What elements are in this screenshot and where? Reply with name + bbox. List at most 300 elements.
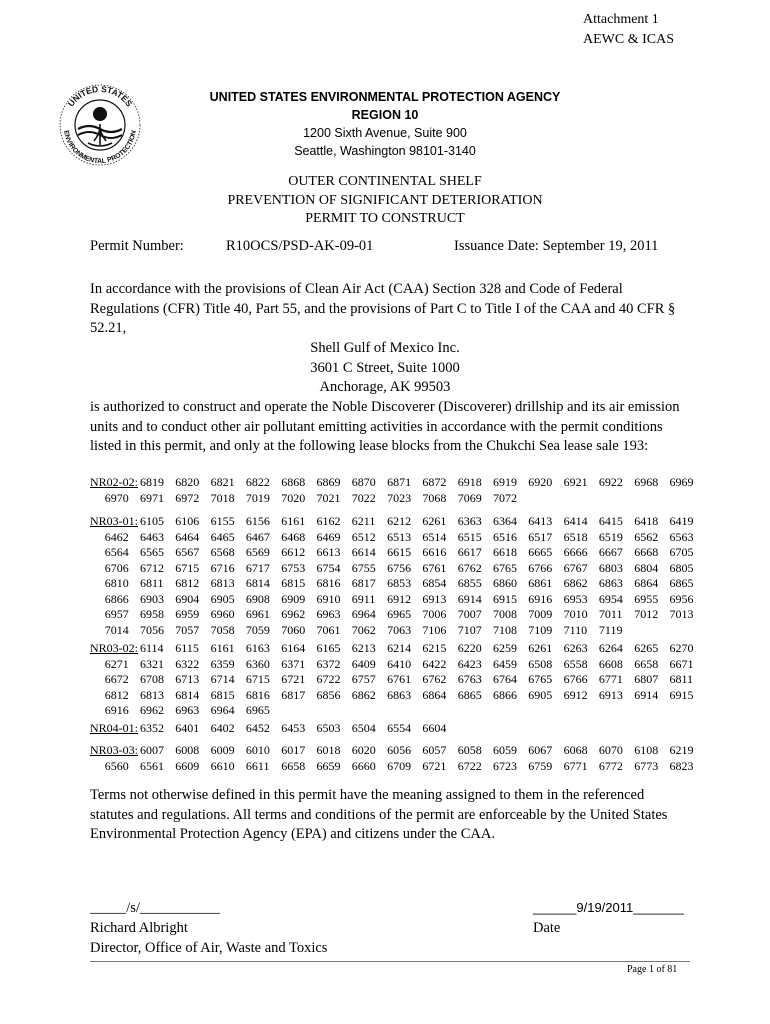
lease-block-number: 7056 bbox=[140, 622, 164, 637]
lease-block-number: 6773 bbox=[634, 758, 659, 773]
lease-block-number: 6469 bbox=[316, 529, 341, 544]
lease-block-number: 6162 bbox=[316, 514, 341, 528]
lease-block-number: 6771 bbox=[598, 672, 623, 686]
lease-block-number: 6419 bbox=[669, 514, 694, 528]
lease-block-number: 6914 bbox=[457, 591, 482, 606]
lease-block-number: 6866 bbox=[493, 687, 517, 702]
lease-block-number: 6757 bbox=[351, 672, 376, 686]
lease-block-number: 6156 bbox=[245, 514, 270, 528]
lease-block-number: 6763 bbox=[457, 672, 482, 686]
lease-block-number: 6008 bbox=[175, 743, 200, 757]
lease-block-number: 6853 bbox=[387, 576, 412, 590]
lease-block-number: 6905 bbox=[210, 591, 235, 606]
lease-block-number: 6822 bbox=[245, 475, 270, 489]
lease-block-number: 6464 bbox=[175, 529, 200, 544]
lease-block-number: 6905 bbox=[528, 687, 553, 702]
lease-block-number: 6007 bbox=[140, 743, 164, 757]
lease-block-number: 6866 bbox=[104, 591, 129, 606]
company-street: 3601 C Street, Suite 1000 bbox=[310, 359, 460, 376]
lease-block-number: 6761 bbox=[422, 560, 447, 575]
lease-block-number: 6423 bbox=[457, 656, 482, 671]
lease-block-number: 6918 bbox=[457, 475, 482, 489]
lease-block-number: 6754 bbox=[316, 560, 341, 575]
lease-block-number: 7011 bbox=[598, 607, 623, 621]
lease-block-number: 6817 bbox=[281, 687, 306, 702]
lease-block-number: 6956 bbox=[669, 591, 694, 606]
lease-block-row bbox=[90, 687, 694, 704]
lease-block-number: 6010 bbox=[245, 743, 270, 757]
lease-block-number: 6911 bbox=[351, 591, 376, 606]
lease-block-group bbox=[90, 743, 694, 774]
lease-block-number: 6709 bbox=[387, 758, 412, 773]
lease-block-number: 6910 bbox=[316, 591, 341, 606]
lease-block-number: 6755 bbox=[351, 560, 376, 575]
lease-block-number: 6863 bbox=[598, 576, 623, 590]
lease-block-number: 6667 bbox=[598, 545, 623, 559]
permit-number: R10OCS/PSD-AK-09-01 bbox=[226, 238, 374, 254]
lease-block-number: 6814 bbox=[175, 687, 200, 702]
lease-block-number: 6658 bbox=[281, 758, 306, 773]
lease-block-number: 6161 bbox=[210, 641, 235, 655]
lease-block-number: 6863 bbox=[387, 687, 412, 702]
lease-block-number: 6705 bbox=[669, 545, 694, 559]
lease-block-number: 6913 bbox=[598, 687, 623, 702]
lease-block-number: 6823 bbox=[669, 758, 694, 773]
signer-name: Richard Albright bbox=[90, 920, 188, 936]
lease-block-number: 6610 bbox=[210, 758, 235, 773]
lease-block-row bbox=[90, 475, 694, 491]
lease-block-number: 6820 bbox=[175, 475, 200, 489]
lease-block-number: 6468 bbox=[281, 529, 306, 544]
lease-block-row bbox=[90, 607, 694, 623]
lease-block-number: 6953 bbox=[563, 591, 588, 606]
lease-block-number: 7012 bbox=[634, 607, 659, 621]
lease-block-number: 6969 bbox=[669, 475, 694, 489]
attachment-header bbox=[583, 10, 674, 50]
lease-block-number: 6805 bbox=[669, 560, 694, 575]
lease-block-number: 6771 bbox=[563, 758, 588, 773]
lease-block-number: 6068 bbox=[563, 743, 588, 757]
terms-paragraph: Terms not otherwise defined in this permit have the meaning assigned to them in the referenced statutes and regulations. All terms and conditions of the permit are enforceable by the United States Environmental Protection Agency (EPA) and citizens under the CAA. bbox=[90, 787, 668, 842]
lease-block-number: 6753 bbox=[281, 560, 306, 575]
lease-block-number: 6904 bbox=[175, 591, 200, 606]
lease-block-row bbox=[90, 656, 694, 673]
lease-block-number: 6554 bbox=[387, 721, 412, 735]
lease-block-number: 6815 bbox=[281, 576, 306, 590]
lease-block-number: 6772 bbox=[598, 758, 623, 773]
signature-date: ______9/19/2011_______ bbox=[533, 900, 684, 915]
lease-block-number: 6764 bbox=[493, 672, 517, 686]
signature-line: _____/s/___________ bbox=[90, 900, 220, 916]
lease-block-number: 6722 bbox=[316, 672, 341, 686]
lease-block-group bbox=[90, 641, 694, 719]
lease-block-number: 6009 bbox=[210, 743, 235, 757]
lease-block-number: 6410 bbox=[387, 656, 412, 671]
company-address bbox=[0, 339, 770, 398]
lease-area-label: NR02-02: bbox=[90, 475, 138, 489]
lease-block-number: 6212 bbox=[387, 514, 412, 528]
lease-block-number: 6453 bbox=[281, 721, 306, 735]
lease-block-number: 6352 bbox=[140, 721, 164, 735]
agency-name: UNITED STATES ENVIRONMENTAL PROTECTION AGENCY bbox=[209, 90, 561, 104]
lease-block-number: 6958 bbox=[140, 607, 164, 621]
lease-block-number: 6017 bbox=[281, 743, 306, 757]
lease-block-number: 7062 bbox=[351, 622, 376, 637]
lease-block-number: 6213 bbox=[351, 641, 376, 655]
lease-block-number: 6865 bbox=[669, 576, 694, 590]
lease-block-number: 7020 bbox=[281, 490, 306, 505]
lease-block-number: 6565 bbox=[140, 545, 164, 559]
lease-block-number: 6812 bbox=[104, 687, 129, 702]
lease-block-number: 7119 bbox=[598, 622, 623, 637]
lease-block-number: 6871 bbox=[387, 475, 412, 489]
lease-block-number: 6717 bbox=[245, 560, 270, 575]
lease-block-number: 7007 bbox=[457, 607, 482, 621]
lease-block-number: 6715 bbox=[245, 672, 270, 686]
lease-block-row bbox=[90, 591, 694, 608]
lease-block-number: 6018 bbox=[316, 743, 341, 757]
lease-block-number: 6659 bbox=[316, 758, 341, 773]
lease-block-row bbox=[90, 641, 694, 657]
lease-block-number: 6868 bbox=[281, 475, 306, 489]
company-name: Shell Gulf of Mexico Inc. bbox=[310, 340, 460, 356]
lease-block-number: 6968 bbox=[634, 475, 659, 489]
lease-block-number: 6616 bbox=[422, 545, 447, 559]
lease-block-number: 6163 bbox=[245, 641, 270, 655]
lease-block-row bbox=[90, 703, 690, 719]
lease-block-row bbox=[90, 514, 694, 530]
lease-block-number: 6665 bbox=[528, 545, 553, 559]
attachment-subtitle: AEWC & ICAS bbox=[583, 32, 674, 47]
lease-block-number: 6915 bbox=[669, 687, 694, 702]
intro-paragraph: In accordance with the provisions of Clean Air Act (CAA) Section 328 and Code of Federal Regulations (CFR) Title 40, Part 55, and the provisions of Part C to Title I of the CAA and 40 CFR § 52.21, bbox=[90, 281, 676, 336]
lease-block-number: 6811 bbox=[140, 576, 164, 590]
lease-block-number: 6562 bbox=[634, 529, 659, 544]
lease-block-row bbox=[90, 672, 694, 688]
lease-block-number: 6114 bbox=[140, 641, 164, 655]
lease-block-number: 6813 bbox=[140, 687, 164, 702]
lease-block-number: 6713 bbox=[175, 672, 200, 686]
lease-block-number: 6860 bbox=[493, 576, 517, 590]
lease-block-number: 6816 bbox=[245, 687, 270, 702]
lease-block-number: 6020 bbox=[351, 743, 376, 757]
lease-block-number: 6666 bbox=[563, 545, 588, 559]
lease-block-number: 6418 bbox=[634, 514, 659, 528]
lease-block-row bbox=[90, 560, 694, 577]
seal-bottom-text: ENVIRONMENTAL PROTECTION bbox=[62, 129, 138, 166]
lease-block-number: 6567 bbox=[175, 545, 200, 559]
permit-title bbox=[0, 173, 770, 229]
lease-block-number: 6271 bbox=[104, 656, 129, 671]
lease-block-group bbox=[90, 721, 690, 737]
lease-block-number: 6712 bbox=[140, 560, 164, 575]
lease-block-number: 6364 bbox=[493, 514, 517, 528]
lease-block-number: 6816 bbox=[316, 576, 341, 590]
lease-block-number: 6161 bbox=[281, 514, 306, 528]
lease-block-number: 6409 bbox=[351, 656, 376, 671]
lease-block-number: 7068 bbox=[422, 490, 447, 505]
lease-block-number: 6909 bbox=[281, 591, 306, 606]
lease-block-number: 6962 bbox=[140, 703, 164, 717]
lease-block-number: 6618 bbox=[493, 545, 517, 559]
lease-block-number: 6604 bbox=[422, 721, 447, 735]
lease-block-number: 6869 bbox=[316, 475, 341, 489]
lease-block-number: 6812 bbox=[175, 576, 200, 590]
signer-title: Director, Office of Air, Waste and Toxics bbox=[90, 940, 328, 956]
lease-block-number: 6870 bbox=[351, 475, 376, 489]
lease-block-number: 6964 bbox=[210, 703, 235, 717]
lease-block-number: 6106 bbox=[175, 514, 200, 528]
lease-block-number: 6965 bbox=[387, 607, 412, 621]
lease-block-number: 6959 bbox=[175, 607, 200, 621]
lease-block-number: 6515 bbox=[457, 529, 482, 544]
lease-block-number: 7108 bbox=[493, 622, 517, 637]
lease-block-number: 6415 bbox=[598, 514, 623, 528]
agency-address-line1: 1200 Sixth Avenue, Suite 900 bbox=[303, 126, 467, 140]
lease-block-number: 6265 bbox=[634, 641, 659, 655]
permit-title-line: PERMIT TO CONSTRUCT bbox=[305, 211, 465, 226]
lease-block-number: 6864 bbox=[634, 576, 659, 590]
lease-block-number: 6921 bbox=[563, 475, 588, 489]
lease-block-number: 6452 bbox=[245, 721, 270, 735]
lease-block-number: 6459 bbox=[493, 656, 517, 671]
lease-block-number: 6363 bbox=[457, 514, 482, 528]
lease-block-number: 6108 bbox=[634, 743, 659, 757]
lease-block-number: 6564 bbox=[104, 545, 129, 559]
lease-block-number: 6714 bbox=[210, 672, 235, 686]
lease-block-number: 6220 bbox=[457, 641, 482, 655]
lease-block-number: 6971 bbox=[140, 490, 164, 505]
lease-block-number: 6756 bbox=[387, 560, 412, 575]
lease-block-number: 6766 bbox=[528, 560, 553, 575]
lease-block-number: 6263 bbox=[563, 641, 588, 655]
lease-block-number: 6614 bbox=[351, 545, 376, 559]
lease-area-label: NR03-01: bbox=[90, 514, 138, 528]
agency-letterhead bbox=[0, 88, 770, 160]
lease-block-number: 6105 bbox=[140, 514, 164, 528]
lease-block-number: 6913 bbox=[422, 591, 447, 606]
lease-block-number: 6915 bbox=[493, 591, 517, 606]
lease-block-number: 6467 bbox=[245, 529, 270, 544]
lease-block-number: 6508 bbox=[528, 656, 553, 671]
lease-block-number: 6807 bbox=[634, 672, 659, 686]
lease-block-number: 6914 bbox=[634, 687, 659, 702]
lease-block-number: 6813 bbox=[210, 576, 235, 590]
lease-block-number: 6164 bbox=[281, 641, 306, 655]
lease-block-number: 7069 bbox=[457, 490, 482, 505]
lease-block-number: 6462 bbox=[104, 529, 129, 544]
lease-block-number: 6765 bbox=[528, 672, 553, 686]
lease-block-number: 7057 bbox=[175, 622, 200, 637]
lease-block-number: 6957 bbox=[104, 607, 129, 621]
lease-block-number: 6617 bbox=[457, 545, 482, 559]
lease-block-number: 6056 bbox=[387, 743, 412, 757]
lease-block-number: 6962 bbox=[281, 607, 306, 621]
lease-block-number: 7010 bbox=[563, 607, 588, 621]
lease-block-number: 6721 bbox=[281, 672, 306, 686]
lease-block-number: 6414 bbox=[563, 514, 588, 528]
lease-block-number: 6067 bbox=[528, 743, 553, 757]
lease-block-number: 6821 bbox=[210, 475, 235, 489]
lease-block-number: 6864 bbox=[422, 687, 447, 702]
lease-block-number: 6671 bbox=[669, 656, 694, 671]
lease-block-number: 6211 bbox=[351, 514, 376, 528]
signature-block bbox=[90, 898, 327, 958]
lease-block-number: 6560 bbox=[104, 758, 129, 773]
lease-block-number: 6270 bbox=[669, 641, 694, 655]
lease-block-number: 6611 bbox=[245, 758, 270, 773]
lease-block-number: 6716 bbox=[210, 560, 235, 575]
lease-block-number: 6612 bbox=[281, 545, 306, 559]
lease-block-number: 6070 bbox=[598, 743, 623, 757]
lease-block-number: 6903 bbox=[140, 591, 164, 606]
lease-block-number: 6856 bbox=[316, 687, 341, 702]
lease-block-number: 7018 bbox=[210, 490, 235, 505]
agency-address-line2: Seattle, Washington 98101-3140 bbox=[294, 144, 476, 158]
lease-block-number: 6964 bbox=[351, 607, 376, 621]
lease-block-number: 6503 bbox=[316, 721, 341, 735]
lease-block-row bbox=[90, 529, 694, 546]
lease-block-number: 6413 bbox=[528, 514, 553, 528]
agency-region: REGION 10 bbox=[351, 108, 419, 122]
lease-block-number: 6463 bbox=[140, 529, 164, 544]
lease-block-number: 6862 bbox=[351, 687, 376, 702]
lease-block-number: 7014 bbox=[104, 622, 129, 637]
lease-area-label: NR04-01: bbox=[90, 721, 138, 735]
lease-block-number: 7110 bbox=[563, 622, 588, 637]
lease-block-number: 6608 bbox=[598, 656, 623, 671]
lease-block-number: 6761 bbox=[387, 672, 412, 686]
lease-block-number: 6811 bbox=[669, 672, 694, 686]
lease-block-number: 6660 bbox=[351, 758, 376, 773]
lease-block-number: 6504 bbox=[351, 721, 376, 735]
date-block bbox=[533, 898, 684, 938]
lease-block-number: 6322 bbox=[175, 656, 200, 671]
lease-block-number: 6059 bbox=[493, 743, 517, 757]
lease-block-number: 6872 bbox=[422, 475, 447, 489]
lease-block-number: 6819 bbox=[140, 475, 164, 489]
lease-block-number: 6715 bbox=[175, 560, 200, 575]
lease-block-number: 6609 bbox=[175, 758, 200, 773]
lease-block-number: 6920 bbox=[528, 475, 553, 489]
lease-block-number: 6955 bbox=[634, 591, 659, 606]
lease-block-number: 6561 bbox=[140, 758, 164, 773]
lease-block-number: 6916 bbox=[528, 591, 553, 606]
lease-block-number: 6568 bbox=[210, 545, 235, 559]
lease-block-number: 6668 bbox=[634, 545, 659, 559]
lease-block-number: 6721 bbox=[422, 758, 447, 773]
lease-block-number: 6261 bbox=[422, 514, 447, 528]
date-label: Date bbox=[533, 920, 561, 936]
lease-block-number: 6765 bbox=[493, 560, 517, 575]
lease-block-number: 6861 bbox=[528, 576, 553, 590]
lease-area-label: NR03-03: bbox=[90, 743, 138, 757]
lease-block-number: 6219 bbox=[669, 743, 694, 757]
lease-block-number: 6402 bbox=[210, 721, 235, 735]
lease-block-number: 6814 bbox=[245, 576, 270, 590]
seal-top-text: UNITED STATES bbox=[65, 83, 135, 109]
lease-block-number: 6558 bbox=[563, 656, 588, 671]
lease-block-number: 7109 bbox=[528, 622, 553, 637]
lease-block-number: 6862 bbox=[563, 576, 588, 590]
lease-block-number: 6215 bbox=[422, 641, 447, 655]
lease-block-number: 7106 bbox=[422, 622, 447, 637]
lease-block-number: 7009 bbox=[528, 607, 553, 621]
lease-block-number: 6371 bbox=[281, 656, 306, 671]
lease-block-number: 6767 bbox=[563, 560, 588, 575]
lease-block-number: 7072 bbox=[493, 490, 517, 505]
lease-block-number: 6259 bbox=[493, 641, 517, 655]
lease-block-number: 6708 bbox=[140, 672, 164, 686]
lease-block-number: 6519 bbox=[598, 529, 623, 544]
lease-block-number: 6766 bbox=[563, 672, 588, 686]
lease-block-number: 7022 bbox=[351, 490, 376, 505]
lease-block-number: 7060 bbox=[281, 622, 306, 637]
lease-block-number: 6512 bbox=[351, 529, 376, 544]
lease-block-number: 7019 bbox=[245, 490, 270, 505]
lease-block-number: 6919 bbox=[493, 475, 517, 489]
lease-block-row bbox=[90, 545, 694, 561]
lease-block-number: 6922 bbox=[598, 475, 623, 489]
permit-number-label: Permit Number: bbox=[90, 238, 184, 254]
lease-block-number: 7061 bbox=[316, 622, 341, 637]
lease-block-number: 6759 bbox=[528, 758, 553, 773]
attachment-number: Attachment 1 bbox=[583, 12, 659, 27]
lease-block-number: 6803 bbox=[598, 560, 623, 575]
lease-block-row bbox=[90, 576, 694, 592]
lease-block-number: 6517 bbox=[528, 529, 553, 544]
lease-block-number: 7008 bbox=[493, 607, 517, 621]
lease-block-number: 6706 bbox=[104, 560, 129, 575]
lease-block-number: 6516 bbox=[493, 529, 517, 544]
page-number: Page 1 of 81 bbox=[627, 964, 678, 975]
lease-block-number: 6115 bbox=[175, 641, 199, 655]
footer-divider bbox=[90, 961, 690, 962]
lease-block-number: 6954 bbox=[598, 591, 623, 606]
lease-block-number: 6916 bbox=[104, 703, 129, 717]
lease-block-number: 6961 bbox=[245, 607, 270, 621]
lease-block-number: 7107 bbox=[457, 622, 482, 637]
company-city: Anchorage, AK 99503 bbox=[319, 379, 451, 395]
lease-block-number: 6513 bbox=[387, 529, 412, 544]
lease-block-number: 6372 bbox=[316, 656, 341, 671]
lease-block-number: 6865 bbox=[457, 687, 482, 702]
lease-block-number: 6321 bbox=[140, 656, 164, 671]
lease-block-group bbox=[90, 514, 694, 638]
lease-block-number: 6359 bbox=[210, 656, 235, 671]
lease-block-number: 6422 bbox=[422, 656, 447, 671]
lease-block-number: 7021 bbox=[316, 490, 341, 505]
lease-block-row bbox=[90, 623, 690, 639]
lease-block-number: 6514 bbox=[422, 529, 447, 544]
issuance-date: Issuance Date: September 19, 2011 bbox=[454, 238, 659, 254]
lease-block-number: 6972 bbox=[175, 490, 200, 505]
lease-block-number: 6401 bbox=[175, 721, 200, 735]
permit-info-line bbox=[90, 238, 690, 258]
lease-block-number: 6058 bbox=[457, 743, 482, 757]
lease-block-number: 6804 bbox=[634, 560, 659, 575]
lease-block-number: 6563 bbox=[669, 529, 694, 544]
lease-block-number: 6613 bbox=[316, 545, 341, 559]
authorization-paragraph: is authorized to construct and operate the Noble Discoverer (Discoverer) drillship and its air emission units and to conduct other air pollutant emitting activities in accordance with the permit conditions listed in this permit, and only at the following lease blocks from the Chukchi Sea lease sale 193: bbox=[90, 399, 680, 454]
lease-block-number: 7006 bbox=[422, 607, 447, 621]
lease-block-number: 6854 bbox=[422, 576, 447, 590]
lease-block-number: 6963 bbox=[316, 607, 341, 621]
permit-title-line: PREVENTION OF SIGNIFICANT DETERIORATION bbox=[227, 192, 543, 208]
lease-block-row bbox=[90, 491, 690, 507]
lease-block-number: 6155 bbox=[210, 514, 235, 528]
lease-block-number: 6908 bbox=[245, 591, 270, 606]
